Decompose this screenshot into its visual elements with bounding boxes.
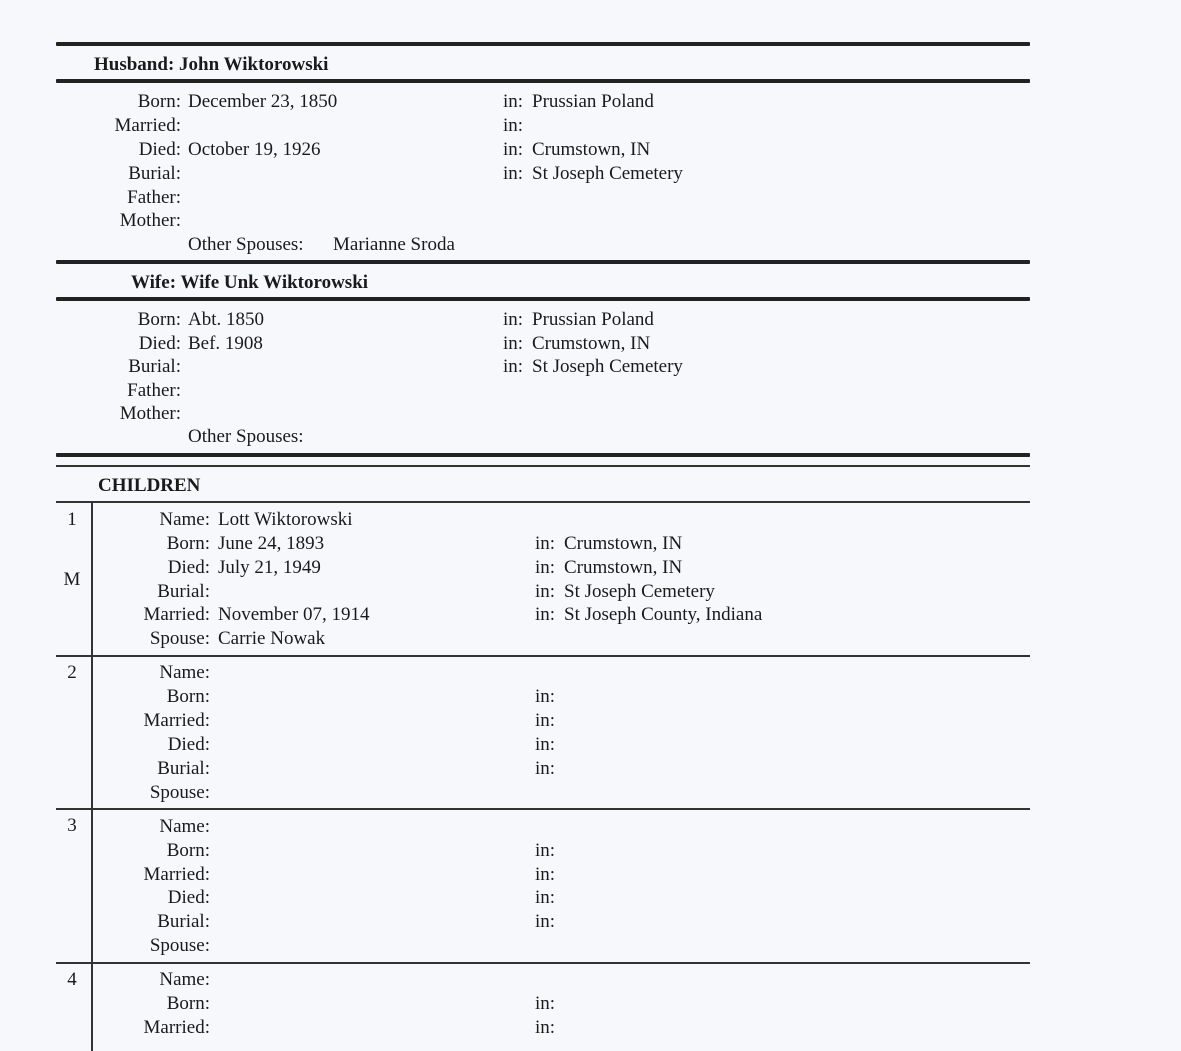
in-label: in: xyxy=(503,333,524,354)
field-label: Died: xyxy=(167,887,210,908)
field-value: November 07, 1914 xyxy=(218,604,370,625)
field-value: October 19, 1926 xyxy=(188,139,321,160)
in-label: in: xyxy=(503,91,524,112)
in-value: St Joseph Cemetery xyxy=(532,163,683,184)
field-value: Lott Wiktorowski xyxy=(218,509,353,530)
field-label: Mother: xyxy=(119,403,181,424)
child-number: 2 xyxy=(67,662,77,683)
field-label: Born: xyxy=(137,91,181,112)
husband-heading-name: John Wiktorowski xyxy=(179,54,329,75)
field-label: Spouse: xyxy=(149,935,210,956)
wife-heading-label: Wife: xyxy=(131,272,177,293)
divider xyxy=(56,501,1030,503)
field-label: Burial: xyxy=(128,163,181,184)
field-label: Married: xyxy=(143,604,210,625)
wife-heading xyxy=(131,272,368,294)
in-value: Crumstown, IN xyxy=(564,533,683,554)
in-label: in: xyxy=(535,911,556,932)
in-label: in: xyxy=(535,686,556,707)
in-label: in: xyxy=(503,139,524,160)
field-label: Born: xyxy=(166,533,210,554)
field-label: Married: xyxy=(114,115,181,136)
field-label: Died: xyxy=(167,557,210,578)
divider xyxy=(56,808,1030,810)
in-label: in: xyxy=(535,710,556,731)
child-number: 1 xyxy=(67,509,77,530)
field-label: Mother: xyxy=(119,210,181,231)
field-label: Married: xyxy=(143,864,210,885)
divider xyxy=(56,42,1030,46)
in-label: in: xyxy=(503,163,524,184)
divider xyxy=(56,297,1030,301)
in-value: St Joseph County, Indiana xyxy=(564,604,763,625)
field-label: Born: xyxy=(166,840,210,861)
in-label: in: xyxy=(535,887,556,908)
field-value: December 23, 1850 xyxy=(188,91,338,112)
field-label: Married: xyxy=(143,1017,210,1038)
divider xyxy=(56,453,1030,457)
in-value: Crumstown, IN xyxy=(532,139,651,160)
in-value: St Joseph Cemetery xyxy=(564,581,715,602)
in-label: in: xyxy=(535,993,556,1014)
in-label: in: xyxy=(535,533,556,554)
in-label: in: xyxy=(503,309,524,330)
in-label: in: xyxy=(535,734,556,755)
divider xyxy=(56,260,1030,264)
divider xyxy=(56,655,1030,657)
field-label: Died: xyxy=(138,139,181,160)
in-value: Prussian Poland xyxy=(532,91,654,112)
divider xyxy=(56,465,1030,467)
in-label: in: xyxy=(503,115,524,136)
in-label: in: xyxy=(535,864,556,885)
field-label: Married: xyxy=(143,710,210,731)
field-label: Burial: xyxy=(157,911,210,932)
field-label: Name: xyxy=(159,509,210,530)
in-label: in: xyxy=(535,840,556,861)
divider xyxy=(56,962,1030,964)
husband-heading-label: Husband: xyxy=(94,54,175,75)
field-label: Name: xyxy=(159,816,210,837)
field-value: Bef. 1908 xyxy=(188,333,263,354)
in-label: in: xyxy=(535,604,556,625)
field-value: Abt. 1850 xyxy=(188,309,264,330)
field-label: Burial: xyxy=(157,581,210,602)
in-label: in: xyxy=(503,356,524,377)
children-column-divider xyxy=(91,502,93,1051)
field-label: Burial: xyxy=(128,356,181,377)
field-value: June 24, 1893 xyxy=(218,533,325,554)
field-label: Spouse: xyxy=(149,628,210,649)
field-label: Name: xyxy=(159,969,210,990)
in-value: Crumstown, IN xyxy=(532,333,651,354)
field-label: Father: xyxy=(127,380,181,401)
field-label: Born: xyxy=(166,993,210,1014)
field-value: July 21, 1949 xyxy=(218,557,321,578)
in-value: Prussian Poland xyxy=(532,309,654,330)
in-label: in: xyxy=(535,1017,556,1038)
field-label: Died: xyxy=(138,333,181,354)
in-label: in: xyxy=(535,581,556,602)
field-label: Born: xyxy=(137,309,181,330)
child-sex: M xyxy=(63,569,81,590)
in-label: in: xyxy=(535,557,556,578)
husband-heading xyxy=(94,54,328,76)
other-spouses-label: Other Spouses: xyxy=(188,234,304,255)
other-spouses-value: Marianne Sroda xyxy=(333,234,455,255)
field-label: Born: xyxy=(166,686,210,707)
divider xyxy=(56,79,1030,83)
field-value: Carrie Nowak xyxy=(218,628,326,649)
field-label: Died: xyxy=(167,734,210,755)
other-spouses-label: Other Spouses: xyxy=(188,426,304,447)
child-number: 4 xyxy=(67,969,77,990)
field-label: Father: xyxy=(127,187,181,208)
children-heading: CHILDREN xyxy=(98,475,201,496)
in-value: Crumstown, IN xyxy=(564,557,683,578)
wife-heading-name: Wife Unk Wiktorowski xyxy=(180,272,369,293)
field-label: Burial: xyxy=(157,758,210,779)
in-value: St Joseph Cemetery xyxy=(532,356,683,377)
child-number: 3 xyxy=(67,815,77,836)
in-label: in: xyxy=(535,758,556,779)
field-label: Name: xyxy=(159,662,210,683)
field-label: Spouse: xyxy=(149,782,210,803)
